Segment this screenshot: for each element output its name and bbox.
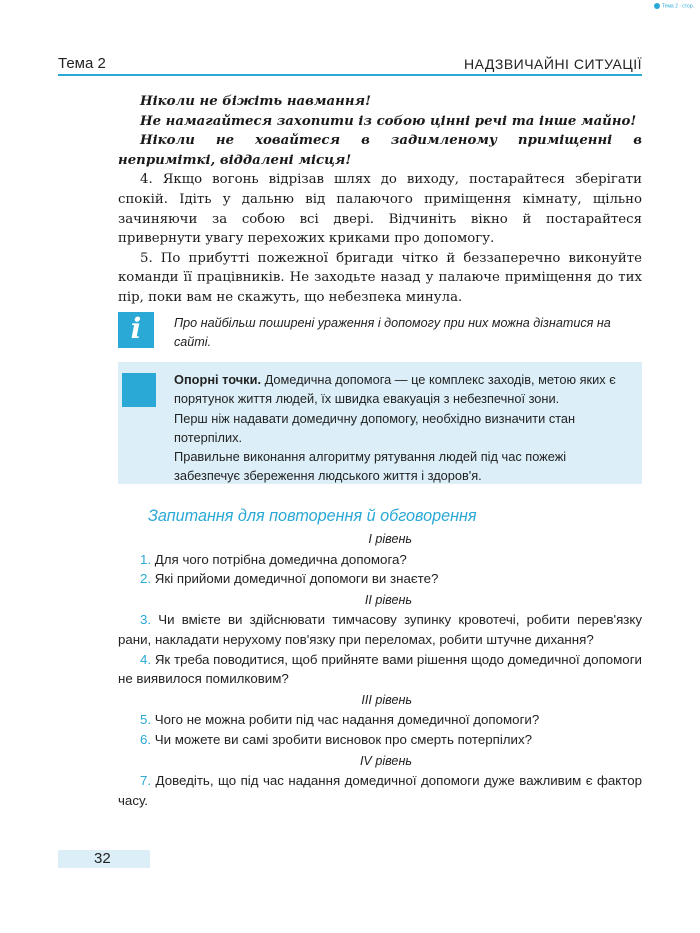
- question-item: [118, 550, 642, 570]
- paragraph-5: 5. По прибутті пожежної бригади чітко й беззаперечно виконуйте команди її працівників. Не заходьте назад у палаюче приміщення до тих пір, поки вам не скажуть, що небезпека минула.: [118, 250, 642, 305]
- question-number: 7.: [140, 773, 152, 789]
- page-header: [58, 48, 642, 72]
- question-number: 4.: [140, 651, 152, 667]
- corner-logo: [654, 3, 694, 9]
- questions-list: [118, 528, 642, 810]
- question-item: [118, 771, 642, 810]
- info-note: [118, 312, 642, 354]
- header-divider: [58, 74, 642, 76]
- key-points-label: Опорні точки.: [174, 372, 262, 387]
- question-text: Доведіть, що під час надання домедичної допомоги дуже важливим є фактор часу.: [118, 773, 642, 808]
- question-item: [118, 730, 642, 750]
- info-icon: [118, 312, 154, 348]
- info-text: Про найбільш поширені ураження і допомогу при них можна дізнатися на сайті.: [174, 316, 611, 349]
- question-text: Для чого потрібна домедична допомога?: [154, 551, 407, 567]
- question-text: Як треба поводитися, щоб прийняте вами рішення щодо домедичної допомоги не виявилося помилковим?: [118, 651, 642, 687]
- section-title: НАДЗВИЧАЙНІ СИТУАЦІЇ: [463, 56, 642, 72]
- question-text: Чи можете ви самі зробити висновок про смерть потерпілих?: [154, 731, 533, 747]
- level-label: III рівень: [361, 692, 412, 707]
- warning-2: Не намагайтеся захопити із собою цінні речі та інше майно!: [140, 113, 637, 129]
- question-item: [118, 710, 642, 730]
- question-item: [118, 650, 642, 689]
- question-number: 6.: [140, 731, 152, 747]
- level-label: II рівень: [364, 592, 412, 607]
- question-text: Які прийоми домедичної допомоги ви знаєте?: [154, 571, 439, 587]
- question-text: Чи вмієте ви здійснювати тимчасову зупинку кровотечі, робити перев'язку рани, накладати нерухому пов'язку при переломах, робити штучне дихання?: [118, 612, 642, 647]
- level-label: IV рівень: [359, 753, 412, 768]
- theme-label: Тема 2: [58, 55, 106, 72]
- key-point-3: Правильне виконання алгоритму рятування людей під час пожежі забезпечує збереження людського життя і здоров'я.: [174, 449, 567, 484]
- question-text: Чого не можна робити під час надання домедичної допомоги?: [154, 712, 540, 728]
- key-point-2: Перш ніж надавати домедичну допомогу, необхідно визначити стан потерпілих.: [174, 410, 576, 445]
- question-item: [118, 569, 642, 589]
- key-point-1-text: Домедична допомога — це комплекс заходів, метою яких є порятунок життя людей, їх швидка евакуація з небезпечної зони.: [174, 372, 616, 407]
- key-points-text: [174, 370, 628, 486]
- page-number: 32: [94, 850, 111, 867]
- warning-3: Ніколи не ховайтеся в задимленому приміщенні в неприміткі, віддалені місця!: [118, 133, 642, 168]
- question-item: [118, 610, 642, 649]
- key-points-icon: [122, 373, 156, 407]
- info-icon-letter: i: [130, 312, 142, 345]
- logo-icon: [654, 3, 660, 9]
- question-number: 5.: [140, 712, 152, 728]
- main-text: [118, 92, 642, 308]
- key-points-box: [118, 362, 642, 484]
- question-number: 3.: [140, 612, 152, 628]
- paragraph-4: 4. Якщо вогонь відрізав шлях до виходу, постарайтеся зберігати спокій. Ідіть у дальню від палаючого приміщення кімнату, щільно зачиняючи за собою всі двері. Відчиніть вікно й постарайтеся привернути увагу перехожих криками про допомогу.: [118, 172, 642, 247]
- questions-title: Запитання для повторення й обговорення: [148, 507, 477, 525]
- warning-1: Ніколи не біжіть навмання!: [140, 94, 371, 109]
- key-point-1: [174, 370, 628, 409]
- question-number: 2.: [140, 571, 152, 587]
- question-number: 1.: [140, 551, 152, 567]
- corner-logo-text: Тема 2 · стор.: [661, 3, 694, 10]
- level-label: I рівень: [368, 532, 412, 546]
